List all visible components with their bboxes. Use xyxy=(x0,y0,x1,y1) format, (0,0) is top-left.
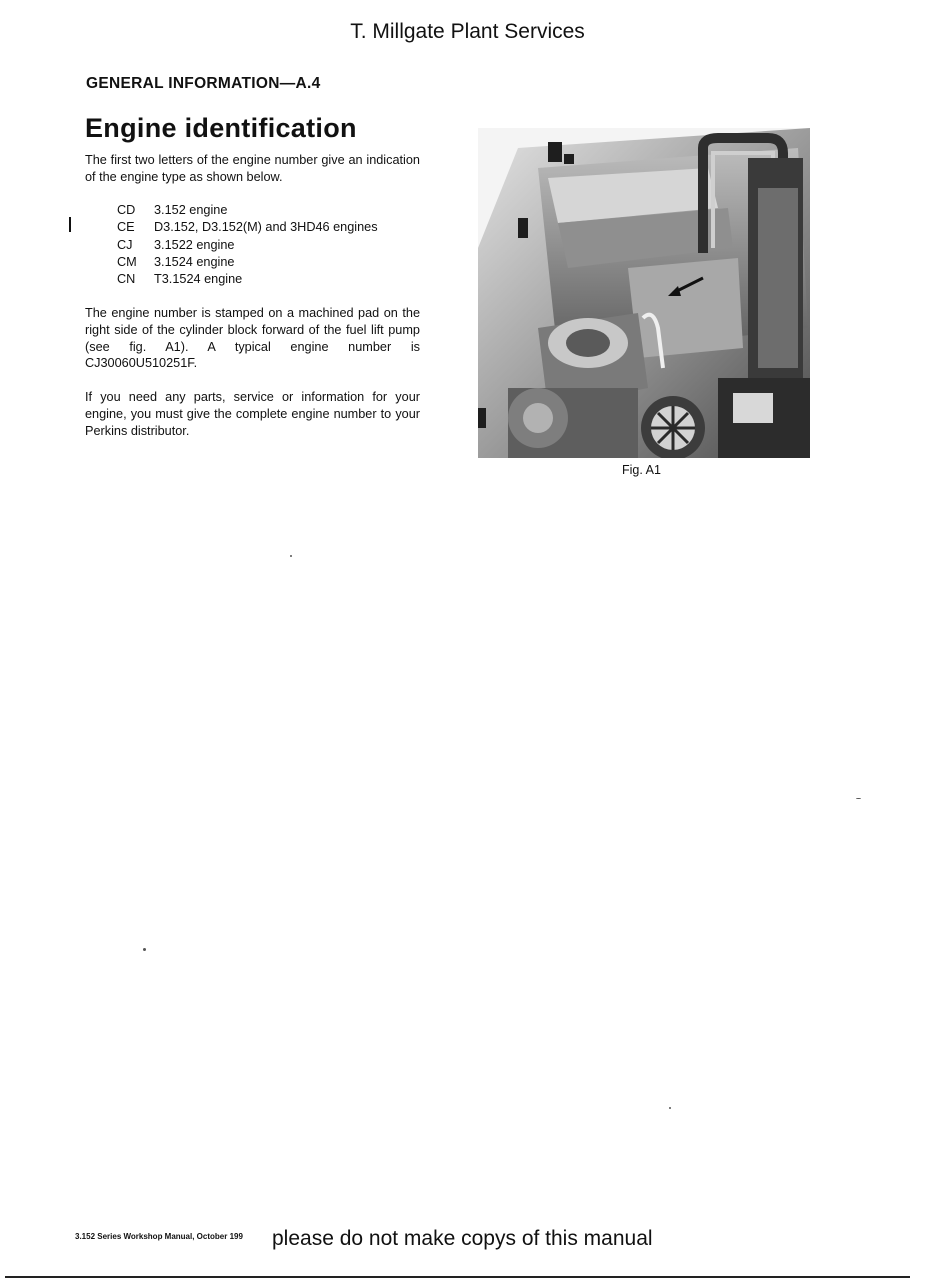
engine-code: CD xyxy=(117,203,136,217)
scan-speck xyxy=(669,1107,671,1109)
engine-code-row xyxy=(117,271,378,288)
engine-code-row xyxy=(117,219,378,236)
intro-paragraph: The first two letters of the engine number give an indication of the engine type as shown below. xyxy=(85,153,420,184)
bottom-rule xyxy=(5,1276,910,1278)
engine-code: CJ xyxy=(117,237,133,252)
manual-reference: 3.152 Series Workshop Manual, October 199 xyxy=(75,1232,243,1241)
engine-code: CN xyxy=(117,272,136,287)
engine-code-row xyxy=(117,237,378,254)
engine-code-row xyxy=(117,254,378,271)
engine-code-row xyxy=(117,202,378,219)
page-title: Engine identification xyxy=(85,113,357,143)
engine-code-list xyxy=(117,202,378,288)
scan-speck xyxy=(856,798,861,799)
engine-photo xyxy=(478,128,810,458)
engine-type: 3.1524 engine xyxy=(154,254,235,269)
copy-notice: please do not make copys of this manual xyxy=(272,1227,653,1250)
parts-service-paragraph: If you need any parts, service or information for your engine, you must give the complete engine number to your Perkins distributor. xyxy=(85,390,420,438)
engine-code: CE xyxy=(117,220,135,235)
engine-type: T3.1524 engine xyxy=(154,272,243,287)
revision-change-bar xyxy=(69,217,71,232)
company-header: T. Millgate Plant Services xyxy=(350,20,585,43)
engine-type: D3.152, D3.152(M) and 3HD46 engines xyxy=(154,220,378,235)
engine-code: CM xyxy=(117,254,137,269)
engine-type: 3.1522 engine xyxy=(154,237,235,252)
figure-caption: Fig. A1 xyxy=(622,463,661,477)
engine-type: 3.152 engine xyxy=(154,203,228,217)
scan-speck xyxy=(290,555,292,557)
section-label: GENERAL INFORMATION—A.4 xyxy=(86,75,321,92)
scan-speck xyxy=(143,948,146,951)
engine-number-location-paragraph: The engine number is stamped on a machined pad on the right side of the cylinder block forward of the fuel lift pump (see fig. A1). A typical engine number is CJ30060U510251F. xyxy=(85,306,420,371)
